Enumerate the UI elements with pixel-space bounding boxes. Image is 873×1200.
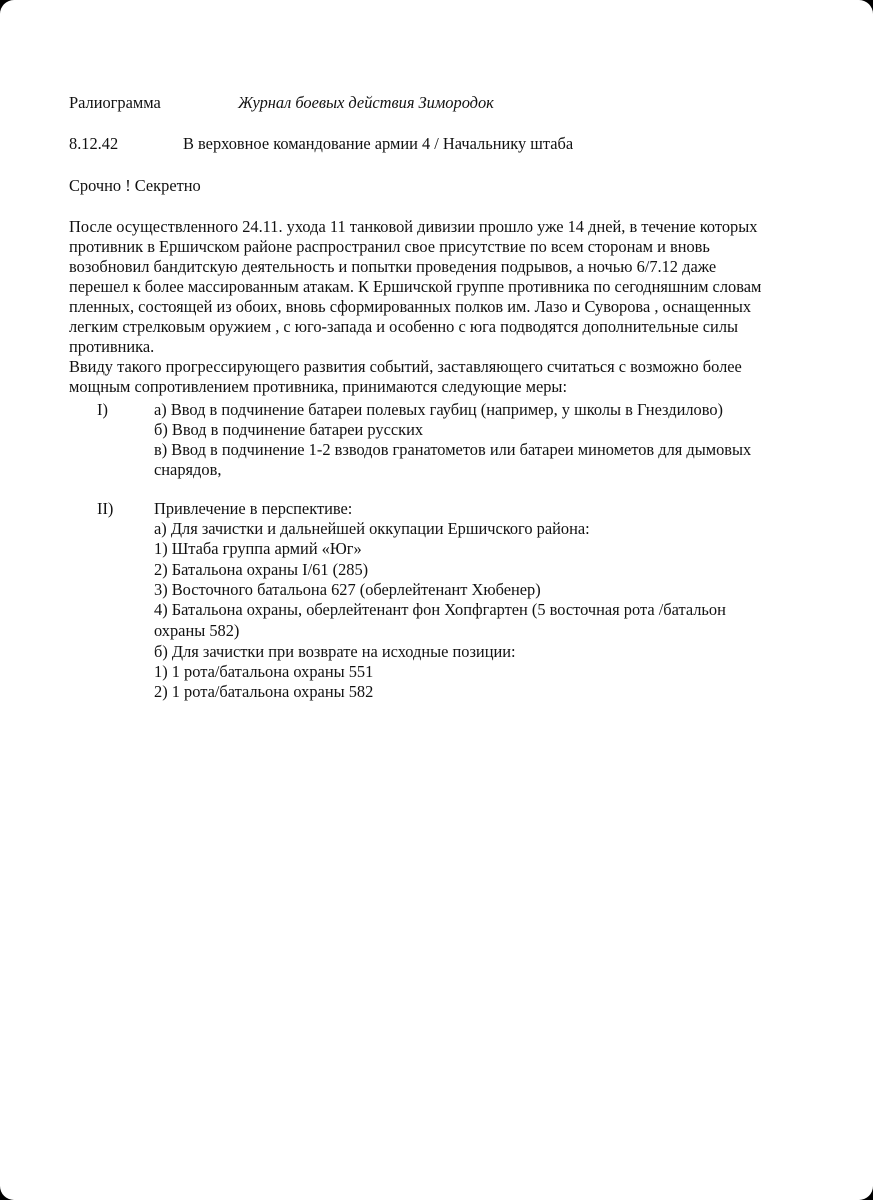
recipient: В верховное командование армии 4 / Начальнику штаба — [183, 134, 574, 153]
section-two-item: Привлечение в перспективе: — [154, 499, 353, 518]
section-two-item: 1) 1 рота/батальона охраны 551 — [154, 662, 374, 681]
body-line: После осуществленного 24.11. ухода 11 танковой дивизии прошло уже 14 дней, в течение которых — [69, 217, 758, 236]
section-one-item: в) Ввод в подчинение 1-2 взводов гранатометов или батареи минометов для дымовых — [154, 440, 752, 459]
section-two-item: 2) 1 рота/батальона охраны 582 — [154, 682, 374, 701]
urgency-marking: Срочно ! Секретно — [69, 176, 201, 195]
section-two-item: а) Для зачистки и дальнейшей оккупации Ершичского района: — [154, 519, 590, 538]
body-line: пленных, состоящей из обоих, вновь сформированных полков им. Лазо и Суворова , оснащенных — [69, 297, 752, 316]
body-line: противника. — [69, 337, 155, 356]
section-one-item: снарядов, — [154, 460, 222, 479]
document-type: Ралиограмма — [69, 93, 161, 112]
section-two-item: 3) Восточного батальона 627 (оберлейтенант Хюбенер) — [154, 580, 541, 599]
section-one-numeral: I) — [97, 400, 108, 419]
body-line: возобновил бандитскую деятельность и попытки проведения подрывов, а ночью 6/7.12 даже — [69, 257, 717, 276]
body-line: противник в Ершичском районе распространил свое присутствие по всем сторонам и вновь — [69, 237, 710, 256]
body-paragraph — [69, 217, 809, 397]
section-two-item: б) Для зачистки при возврате на исходные позиции: — [154, 642, 516, 661]
section-one-item: а) Ввод в подчинение батареи полевых гаубиц (например, у школы в Гнездилово) — [154, 400, 723, 419]
body-line: легким стрелковым оружием , с юго-запада и особенно с юга подводятся дополнительные силы — [69, 317, 739, 336]
header-line — [69, 93, 161, 113]
body-line: перешел к более массированным атакам. К Ершичской группе противника по сегодняшним словам — [69, 277, 762, 296]
section-two-item: 2) Батальона охраны I/61 (285) — [154, 560, 369, 579]
section-one-item: б) Ввод в подчинение батареи русских — [154, 420, 424, 439]
body-line: мощным сопротивлением противника, принимаются следующие меры: — [69, 377, 567, 396]
section-two-item: 4) Батальона охраны, оберлейтенант фон Хопфгартен (5 восточная рота /батальон — [154, 600, 726, 619]
section-two-item: охраны 582) — [154, 621, 240, 640]
date: 8.12.42 — [69, 134, 119, 153]
journal-title: Журнал боевых действия Зимородок — [238, 93, 494, 112]
section-two-numeral: II) — [97, 499, 114, 518]
section-two-item: 1) Штаба группа армий «Юг» — [154, 539, 362, 558]
body-line: Ввиду такого прогрессирующего развития событий, заставляющего считаться с возможно более — [69, 357, 742, 376]
